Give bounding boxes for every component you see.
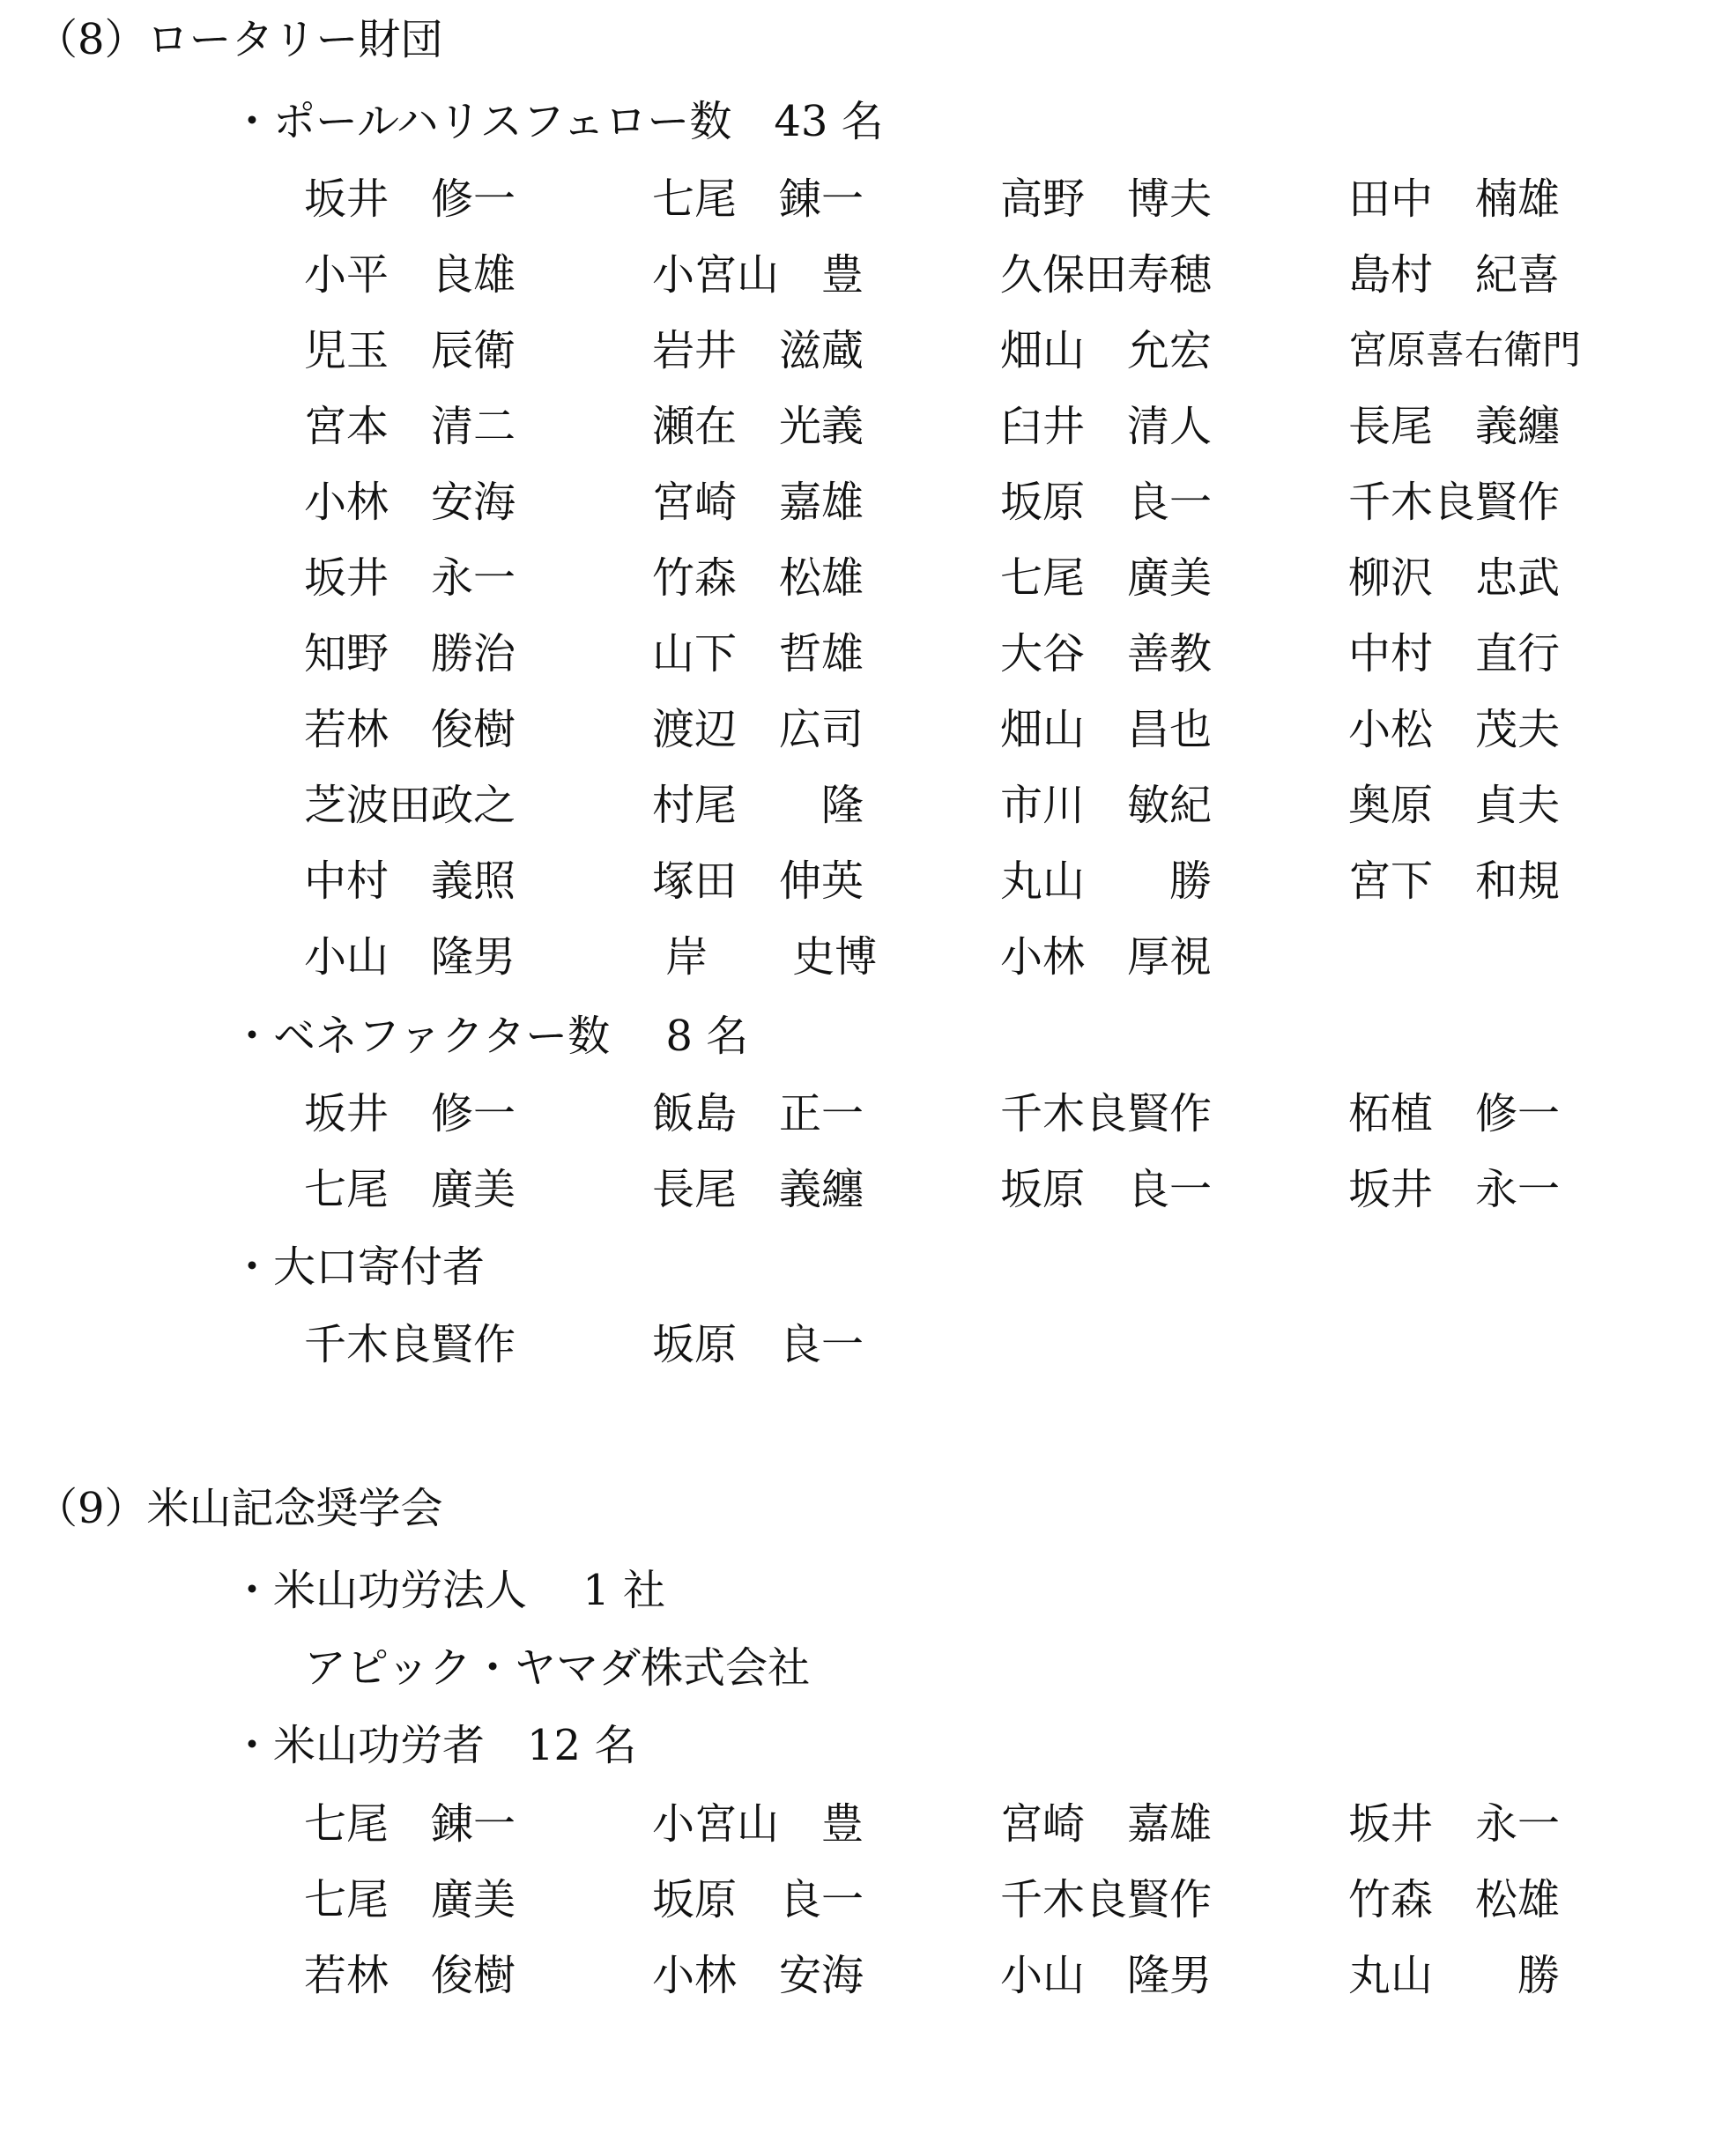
paul-harris-row (0, 930, 1736, 983)
member-name: 竹森 松雄 (652, 553, 864, 603)
member-name: 千木良賢作 (1000, 1875, 1213, 1924)
member-name: 塚田 伸英 (652, 856, 864, 906)
member-name: 長尾 義纏 (652, 1165, 864, 1214)
member-name: 柘植 修一 (1348, 1089, 1561, 1138)
paul-harris-row (0, 703, 1736, 756)
member-name: 岩井 滋蔵 (652, 326, 864, 375)
member-name: 坂井 修一 (304, 1089, 516, 1138)
paul-harris-row (0, 324, 1736, 377)
section-9-heading: （9）米山記念奨学会 (35, 1484, 443, 1533)
paul-harris-row (0, 400, 1736, 453)
paul-harris-row (0, 779, 1736, 832)
member-name: 市川 敏紀 (1000, 781, 1213, 830)
member-name: 芝波田政之 (304, 781, 516, 830)
member-name: 岸 史博 (652, 932, 878, 982)
paul-harris-row (0, 248, 1736, 301)
member-name: 知野 勝治 (304, 629, 516, 678)
member-name: 宮本 清二 (304, 402, 516, 451)
member-name: 坂井 永一 (304, 553, 516, 603)
member-name: 小宮山 豊 (652, 1799, 864, 1849)
member-name: 七尾 廣美 (304, 1875, 516, 1924)
member-name: 坂原 良一 (1000, 1165, 1213, 1214)
member-name: 小宮山 豊 (652, 250, 864, 300)
member-name: 宮崎 嘉雄 (1000, 1799, 1213, 1849)
member-name: 小林 安海 (652, 1951, 864, 2000)
member-name: 村尾 隆 (652, 781, 864, 830)
member-name: 宮下 和規 (1348, 856, 1561, 906)
member-name: 竹森 松雄 (1348, 1875, 1561, 1924)
member-name: 長尾 義纏 (1348, 402, 1561, 451)
member-name: 畑山 允宏 (1000, 326, 1213, 375)
member-name: 七尾 廣美 (1000, 553, 1213, 603)
member-name: 若林 俊樹 (304, 1951, 516, 2000)
yoneyama-row (0, 1798, 1736, 1850)
member-name: 小林 厚視 (1000, 932, 1213, 982)
member-name: 高野 博夫 (1000, 174, 1213, 224)
yoneyama-row (0, 1873, 1736, 1926)
member-name: 宮崎 嘉雄 (652, 478, 864, 527)
yoneyama-individual-title: ・米山功労者 12 名 (231, 1721, 637, 1770)
member-name: 千木良賢作 (1348, 478, 1561, 527)
member-name: 山下 哲雄 (652, 629, 864, 678)
member-name: 小山 隆男 (1000, 1951, 1213, 2000)
member-name: 大谷 善教 (1000, 629, 1213, 678)
member-name: 丸山 勝 (1348, 1951, 1561, 2000)
member-name: 中村 義照 (304, 856, 516, 906)
member-name: 千木良賢作 (1000, 1089, 1213, 1138)
paul-harris-row (0, 552, 1736, 604)
benefactor-row (0, 1087, 1736, 1140)
member-name: 坂井 永一 (1348, 1799, 1561, 1849)
major-donor-title: ・大口寄付者 (231, 1242, 486, 1292)
member-name: 中村 直行 (1348, 629, 1561, 678)
yoneyama-row (0, 1949, 1736, 2002)
member-name: 小林 安海 (304, 478, 516, 527)
yoneyama-corporate-title: ・米山功労法人 1 社 (231, 1566, 666, 1615)
member-name: 丸山 勝 (1000, 856, 1213, 906)
member-name: 島村 紀喜 (1348, 250, 1561, 300)
paul-harris-row (0, 627, 1736, 680)
paul-harris-row (0, 476, 1736, 529)
member-name: 若林 俊樹 (304, 705, 516, 754)
member-name: 飯島 正一 (652, 1089, 864, 1138)
corporate-name: アピック・ヤマダ株式会社 (304, 1643, 811, 1693)
paul-harris-fellow-title: ・ポールハリスフェロー数 43 名 (231, 97, 884, 146)
benefactor-row (0, 1163, 1736, 1216)
member-name: 宮原喜右衛門 (1348, 328, 1581, 373)
member-name: 七尾 廣美 (304, 1165, 516, 1214)
member-name: 小松 茂夫 (1348, 705, 1561, 754)
member-name: 坂原 良一 (652, 1320, 864, 1369)
paul-harris-row (0, 855, 1736, 908)
member-name: 畑山 昌也 (1000, 705, 1213, 754)
member-name: 瀬在 光義 (652, 402, 864, 451)
benefactor-title: ・ベネファクター数 8 名 (231, 1012, 749, 1061)
member-name: 七尾 錬一 (304, 1799, 516, 1849)
member-name: 臼井 清人 (1000, 402, 1213, 451)
member-name: 奥原 貞夫 (1348, 781, 1561, 830)
member-name: 児玉 辰衛 (304, 326, 516, 375)
member-name: 田中 楠雄 (1348, 174, 1561, 224)
member-name: 小平 良雄 (304, 250, 516, 300)
member-name: 坂原 良一 (652, 1875, 864, 1924)
member-name: 七尾 錬一 (652, 174, 864, 224)
major-donor-row (0, 1318, 1736, 1371)
paul-harris-row (0, 173, 1736, 226)
member-name: 坂原 良一 (1000, 478, 1213, 527)
member-name: 小山 隆男 (304, 932, 516, 982)
section-8-heading: （8）ロータリー財団 (35, 15, 443, 64)
member-name: 渡辺 広司 (652, 705, 864, 754)
member-name: 坂井 永一 (1348, 1165, 1561, 1214)
member-name: 久保田寿穂 (1000, 250, 1213, 300)
member-name: 千木良賢作 (304, 1320, 516, 1369)
member-name: 柳沢 忠武 (1348, 553, 1561, 603)
member-name: 坂井 修一 (304, 174, 516, 224)
